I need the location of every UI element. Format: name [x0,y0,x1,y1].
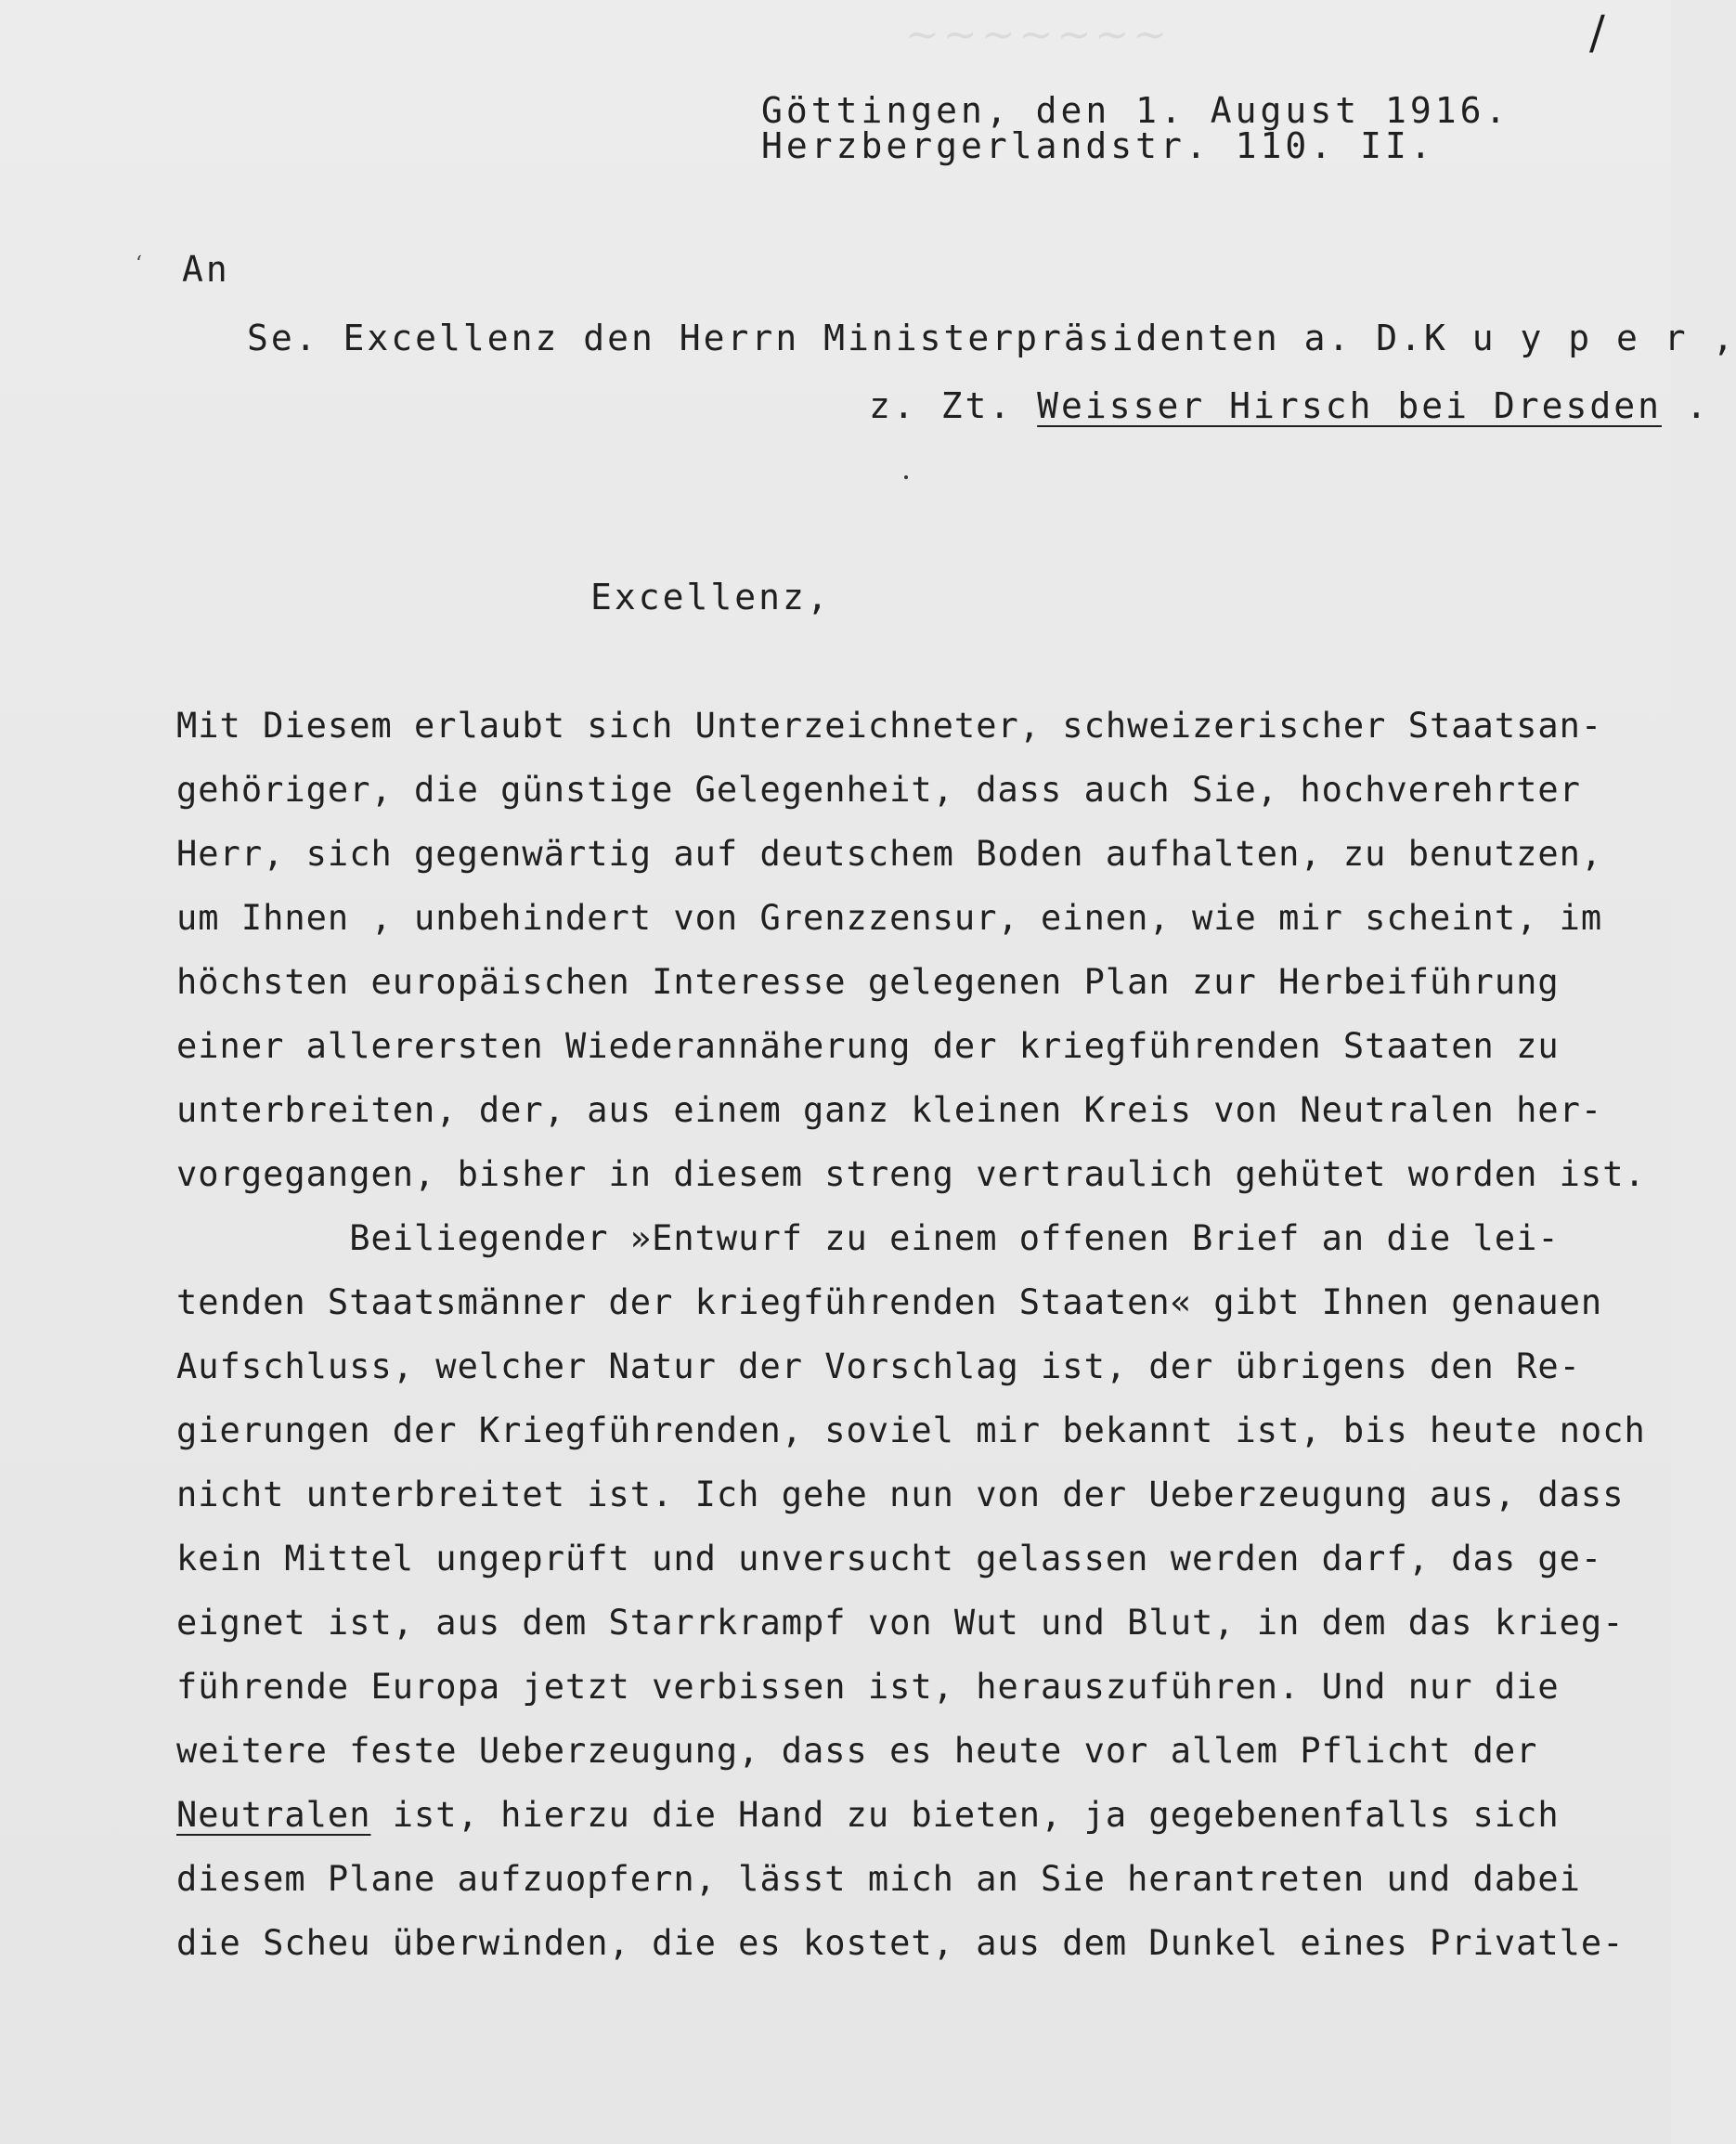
body-line: gehöriger, die günstige Gelegenheit, dass auch Sie, hochverehrter [176,770,1581,810]
body-line: führende Europa jetzt verbissen ist, herauszuführen. Und nur die [176,1667,1560,1707]
body-line: unterbreiten, der, aus einem ganz kleinen Kreis von Neutralen her- [176,1090,1603,1130]
body-line: nicht unterbreitet ist. Ich gehe nun von der Ueberzeugung aus, dass [176,1475,1625,1514]
faint-bleed-through-mark: ~~~~~~~ [905,11,1172,58]
recipient-location-prefix: z. Zt. [869,385,1038,426]
body-line: die Scheu überwinden, die es kostet, aus dem Dunkel eines Privatle- [176,1923,1625,1963]
body-line: vorgegangen, bisher in diesem streng vertraulich gehütet worden ist. [176,1154,1646,1194]
body-line: Herr, sich gegenwärtig auf deutschem Boden aufhalten, zu benutzen, [176,834,1603,874]
body-line: tenden Staatsmänner der kriegführenden Staaten« gibt Ihnen genauen [176,1282,1603,1322]
body-line: gierungen der Kriegführenden, soviel mir bekannt ist, bis heute noch [176,1410,1646,1450]
body-line: um Ihnen , unbehindert von Grenzzensur, einen, wie mir scheint, im [176,898,1603,938]
body-line: weitere feste Ueberzeugung, dass es heute vor allem Pflicht der [176,1731,1538,1771]
salutation: Excellenz, [590,577,831,617]
body-line: Mit Diesem erlaubt sich Unterzeichneter, schweizerischer Staatsan- [176,706,1603,746]
body-line: Beiliegender »Entwurf zu einem offenen Brief an die lei- [176,1218,1560,1258]
body-line-rest: ist, hierzu die Hand zu bieten, ja gegebenenfalls sich [370,1795,1560,1835]
recipient-to-label: An [182,249,230,290]
stray-dot [904,475,908,479]
recipient-location: Weisser Hirsch bei Dresden [1037,385,1662,426]
body-line: kein Mittel ungeprüft und unversucht gelassen werden darf, das ge- [176,1539,1603,1579]
body-line: diesem Plane aufzuopfern, lässt mich an Sie herantreten und dabei [176,1859,1581,1899]
sender-address: Herzbergerlandstr. 110. II. [761,125,1435,166]
underlined-word-neutralen: Neutralen [176,1795,371,1835]
body-line: eignet ist, aus dem Starrkrampf von Wut und Blut, in dem das krieg- [176,1603,1625,1643]
place-date: Göttingen, den 1. August 1916. [761,90,1510,131]
recipient-location-suffix: . [1661,385,1710,426]
body-line-underlined [176,1795,1560,1835]
body-line: Aufschluss, welcher Natur der Vorschlag ist, der übrigens den Re- [176,1346,1581,1386]
recipient-location-line [869,385,1710,426]
body-line: höchsten europäischen Interesse gelegenen Plan zur Herbeiführung [176,962,1560,1002]
margin-tick: ‘ [136,253,142,276]
page-number: / [1589,6,1605,59]
body-line: einer allerersten Wiederannäherung der kriegführenden Staaten zu [176,1026,1560,1066]
recipient-name-line: Se. Excellenz den Herrn Ministerpräsidenten a. D.K u y p e r , [247,318,1736,358]
